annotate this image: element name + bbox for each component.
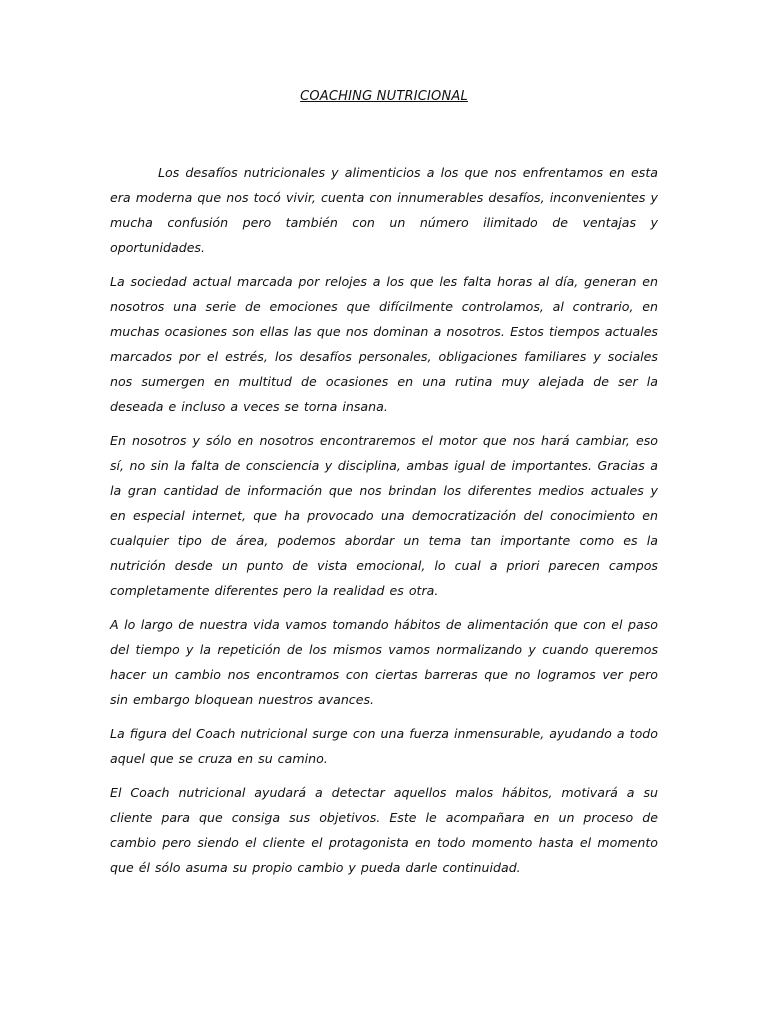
paragraph-2: La sociedad actual marcada por relojes a los que les falta horas al día, generan en nosotros una serie de emociones que difícilmente controlamos, al contrario, en muchas ocasiones son ellas las que nos dominan a nosotros. Estos tiempos actuales marcados por el estrés, los desafíos personales, obligaciones familiares y sociales nos sumergen en multitud de ocasiones en una rutina muy alejada de ser la deseada e incluso a veces se torna insana.: [110, 274, 658, 414]
document-body: [110, 160, 658, 889]
paragraph-3: En nosotros y sólo en nosotros encontraremos el motor que nos hará cambiar, eso sí, no sin la falta de consciencia y disciplina, ambas igual de importantes. Gracias a la gran cantidad de información que nos brindan los diferentes medios actuales y en especial internet, que ha provocado una democratización del conocimiento en cualquier tipo de área, podemos abordar un tema tan importante como es la nutrición desde un punto de vista emocional, lo cual a priori parecen campos completamente diferentes pero la realidad es otra.: [110, 433, 658, 598]
paragraph-4: A lo largo de nuestra vida vamos tomando hábitos de alimentación que con el paso del tiempo y la repetición de los mismos vamos normalizando y cuando queremos hacer un cambio nos encontramos con ciertas barreras que no logramos ver pero sin embargo bloquean nuestros avances.: [110, 617, 658, 707]
paragraph-6: El Coach nutricional ayudará a detectar aquellos malos hábitos, motivará a su cliente para que consiga sus objetivos. Este le acompañara en un proceso de cambio pero siendo el cliente el protagonista en todo momento hasta el momento que él sólo asuma su propio cambio y pueda darle continuidad.: [110, 785, 658, 875]
document-title: COACHING NUTRICIONAL: [300, 89, 468, 104]
paragraph-1: Los desafíos nutricionales y alimenticios a los que nos enfrentamos en esta era moderna que nos tocó vivir, cuenta con innumerables desafíos, inconvenientes y mucha confusión pero también con un número ilimitado de ventajas y oportunidades.: [110, 165, 658, 255]
paragraph-5: La figura del Coach nutricional surge con una fuerza inmensurable, ayudando a todo aquel que se cruza en su camino.: [110, 726, 658, 766]
